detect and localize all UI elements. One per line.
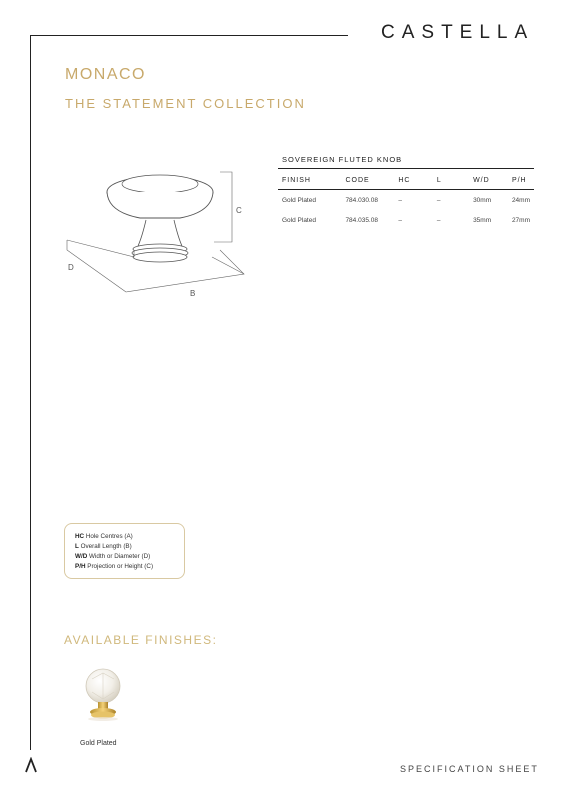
column-header-l: L (433, 169, 469, 190)
cell-code: 784.035.08 (345, 217, 378, 224)
cell-wd: 30mm (473, 197, 492, 204)
cell-code: 784.030.08 (345, 197, 378, 204)
footer-label: SPECIFICATION SHEET (400, 764, 539, 774)
legend-item (75, 542, 184, 552)
cell-finish: Gold Plated (282, 197, 316, 204)
legend-text: Overall Length (B) (80, 543, 132, 550)
column-header-code: CODE (341, 169, 394, 190)
castella-mark-icon (24, 757, 38, 773)
abbreviation-legend (64, 523, 185, 579)
legend-item (75, 532, 184, 542)
gold-plated-knob-image (78, 662, 128, 730)
legend-text: Hole Centres (A) (85, 533, 133, 540)
legend-text: Projection or Height (C) (87, 563, 154, 570)
frame-top-rule (30, 35, 348, 36)
cell-hc: – (398, 197, 402, 204)
legend-item (75, 562, 184, 572)
cell-finish: Gold Plated (282, 217, 316, 224)
legend-text: Width or Diameter (D) (89, 553, 151, 560)
legend-abbr: L (75, 543, 79, 550)
frame-left-rule (30, 35, 31, 750)
finish-label: Gold Plated (80, 740, 117, 747)
cell-wd: 35mm (473, 217, 492, 224)
column-header-wd: W/D (469, 169, 508, 190)
cell-hc: – (398, 217, 402, 224)
dimension-label-d: D (68, 263, 74, 272)
finishes-heading: AVAILABLE FINISHES: (64, 633, 218, 647)
spec-table-header-row (278, 169, 534, 190)
legend-item (75, 552, 184, 562)
page-title: MONACO (65, 66, 146, 83)
cell-l: – (436, 197, 441, 204)
cell-ph: 24mm (511, 197, 530, 204)
page-subtitle: THE STATEMENT COLLECTION (65, 96, 306, 111)
cell-l: – (436, 217, 441, 224)
product-name: SOVEREIGN FLUTED KNOB (282, 155, 403, 164)
legend-abbr: P/H (75, 563, 86, 570)
cell-ph: 27mm (511, 217, 530, 224)
column-header-finish: FINISH (278, 169, 341, 190)
spec-table (278, 168, 534, 230)
column-header-hc: HC (394, 169, 432, 190)
table-row (278, 190, 534, 211)
table-row (278, 210, 534, 230)
legend-abbr: HC (75, 533, 85, 540)
brand-logo: CASTELLA (381, 22, 535, 43)
legend-abbr: W/D (75, 553, 88, 560)
dimension-label-c: C (236, 206, 242, 215)
knob-technical-drawing (62, 162, 252, 302)
dimension-label-b: B (190, 289, 196, 298)
column-header-ph: P/H (508, 169, 534, 190)
